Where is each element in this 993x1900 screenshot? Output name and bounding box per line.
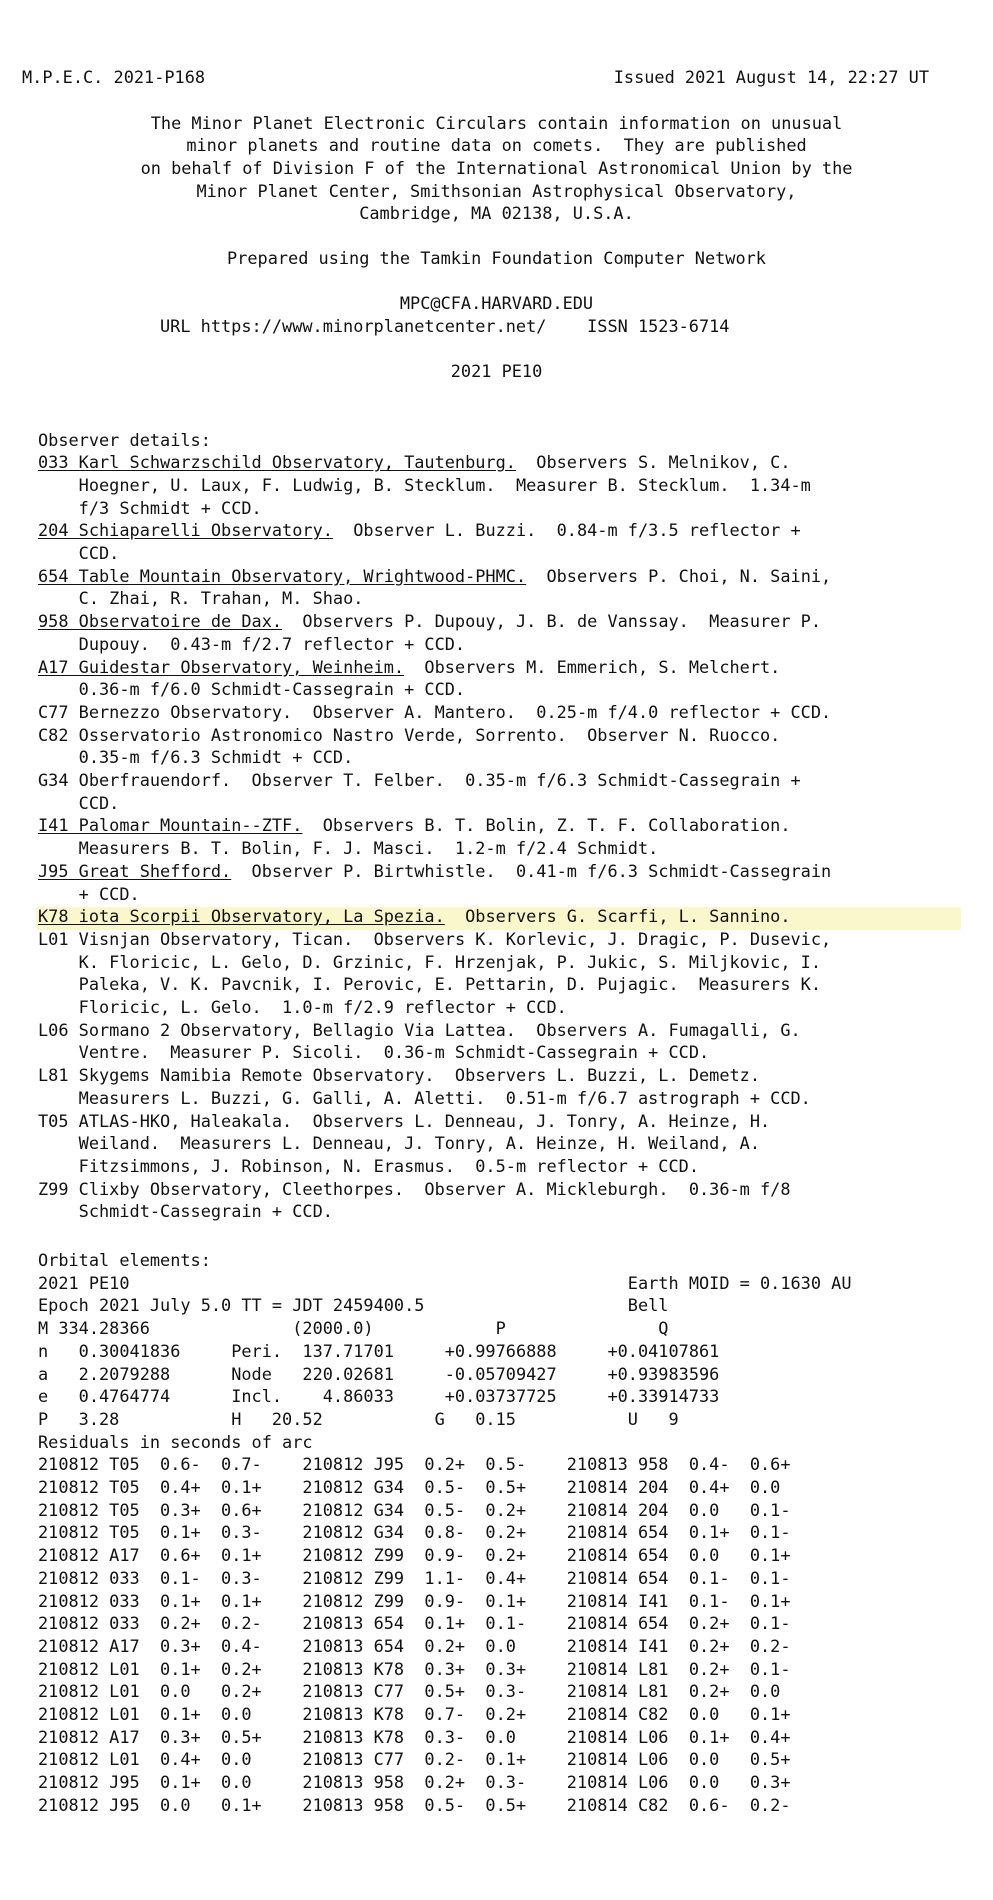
observer-entry [38, 1110, 993, 1133]
observer-entry [38, 1087, 993, 1110]
contact-email: MPC@CFA.HARVARD.EDU [399, 293, 594, 313]
observer-info: CCD. [38, 792, 120, 813]
orbital-line: n 0.30041836 Peri. 137.71701 +0.99766888 +0.04107861 [38, 1340, 720, 1361]
observer-info: CCD. [38, 543, 120, 563]
orbital-elements-line [38, 1363, 993, 1386]
observatory-link[interactable]: K78 iota Scorpii Observatory, La Spezia. [38, 906, 445, 927]
observer-info: Schmidt-Cassegrain + CCD. [38, 1201, 333, 1222]
prepared-by: Prepared using the Tamkin Foundation Computer Network [227, 248, 766, 268]
intro-line [0, 112, 993, 135]
circular-id: M.P.E.C. 2021-P168 [22, 67, 206, 87]
issue-date-line [614, 66, 929, 89]
intro-line [0, 180, 993, 203]
observer-info: Measurers L. Buzzi, G. Galli, A. Aletti. 0.51-m f/6.7 astrograph + CCD. [38, 1087, 811, 1108]
residual-row: 210812 L01 0.0 0.2+ 210813 C77 0.5+ 0.3- 210814 L81 0.2+ 0.0 [38, 1681, 781, 1702]
orbital-elements-line [38, 1408, 993, 1431]
contact-email-line [0, 292, 993, 315]
observer-info: Observers G. Scarfi, L. Sannino. [444, 906, 791, 927]
observer-entry [38, 610, 993, 633]
residual-row: 210812 T05 0.1+ 0.3- 210812 G34 0.8- 0.2+ 210814 654 0.1+ 0.1- [38, 1522, 791, 1543]
object-designation: 2021 PE10 [450, 361, 543, 381]
observer-entry [38, 928, 993, 951]
observatory-link: L81 Skygems Namibia Remote Observatory. [38, 1065, 435, 1086]
intro-line [0, 202, 993, 225]
residuals-row [38, 1544, 993, 1567]
observer-entry [38, 1178, 993, 1201]
intro-line: minor planets and routine data on comets. They are published [186, 135, 807, 156]
observer-entry [38, 837, 993, 860]
observer-entry [38, 633, 993, 656]
residuals-row [38, 1453, 993, 1476]
residual-row: 210812 A17 0.3+ 0.5+ 210813 K78 0.3- 0.0 210814 L06 0.1+ 0.4+ [38, 1726, 791, 1747]
observer-info: 0.36-m f/6.0 Schmidt-Cassegrain + CCD. [38, 679, 466, 700]
observer-entry [38, 814, 993, 837]
observer-entry [38, 678, 993, 701]
residuals-row [38, 1771, 993, 1794]
orbital-line: e 0.4764774 Incl. 4.86033 +0.03737725 +0.33914733 [38, 1386, 720, 1407]
observatory-link[interactable]: 958 Observatoire de Dax. [38, 611, 283, 632]
observer-entry [38, 1155, 993, 1178]
residual-row: 210812 A17 0.3+ 0.4- 210813 654 0.2+ 0.0 210814 I41 0.2+ 0.2- [38, 1635, 791, 1656]
observatory-link[interactable]: 204 Schiaparelli Observatory. [38, 520, 333, 541]
observer-info: Observer P. Birtwhistle. 0.41-m f/6.3 Schmidt-Cassegrain [231, 860, 832, 881]
observer-info: Dupouy. 0.43-m f/2.7 reflector + CCD. [38, 633, 466, 654]
observer-info: Observers P. Choi, N. Saini, [526, 565, 832, 586]
observer-entry [38, 1200, 993, 1223]
residual-row: 210812 J95 0.0 0.1+ 210813 958 0.5- 0.5+ 210814 C82 0.6- 0.2- [38, 1794, 791, 1815]
residuals-row [38, 1612, 993, 1635]
issn: ISSN 1523-6714 [546, 316, 730, 336]
observer-info: Paleka, V. K. Pavcnik, I. Perovic, E. Pettarin, D. Pujagic. Measurers K. [38, 974, 822, 995]
observer-entry [38, 474, 993, 497]
residuals-row [38, 1658, 993, 1681]
observer-entry [38, 1132, 993, 1155]
orbital-line: M 334.28366 (2000.0) P Q [38, 1318, 669, 1339]
object-designation-line [0, 360, 993, 383]
observer-info: Observer A. Mantero. 0.25-m f/4.0 reflector + CCD. [292, 701, 832, 722]
observer-info: Observers A. Fumagalli, G. [515, 1019, 801, 1040]
residual-row: 210812 T05 0.6- 0.7- 210812 J95 0.2+ 0.5- 210813 958 0.4- 0.6+ [38, 1454, 791, 1475]
observatory-link[interactable]: 654 Table Mountain Observatory, Wrightwood-PHMC. [38, 565, 527, 586]
observer-entry [38, 701, 993, 724]
url-line [160, 315, 993, 338]
observer-info: Observers K. Korlevic, J. Dragic, P. Dusevic, [353, 928, 832, 949]
observer-info: Observer T. Felber. 0.35-m f/6.3 Schmidt-Cassegrain + [231, 770, 801, 790]
observer-info: 0.35-m f/6.3 Schmidt + CCD. [38, 747, 354, 768]
observer-entry [38, 497, 993, 520]
intro-line: Minor Planet Center, Smithsonian Astrophysical Observatory, [196, 180, 797, 201]
observer-info: + CCD. [38, 883, 140, 904]
observatory-link: C77 Bernezzo Observatory. [38, 701, 293, 722]
orbital-line: a 2.2079288 Node 220.02681 -0.05709427 +0.93983596 [38, 1363, 720, 1384]
orbital-line: Epoch 2021 July 5.0 TT = JDT 2459400.5 Bell [38, 1295, 669, 1316]
observer-info: Observer A. Mickleburgh. 0.36-m f/8 [404, 1178, 791, 1199]
residuals-row [38, 1748, 993, 1771]
observatory-link[interactable]: J95 Great Shefford. [38, 860, 232, 881]
intro-line: Cambridge, MA 02138, U.S.A. [359, 203, 634, 224]
observatory-link: Z99 Clixby Observatory, Cleethorpes. [38, 1178, 405, 1199]
mpc-url: URL https://www.minorplanetcenter.net/ [160, 316, 547, 336]
residual-row: 210812 A17 0.6+ 0.1+ 210812 Z99 0.9- 0.2+ 210814 654 0.0 0.1+ [38, 1545, 791, 1566]
observer-info: Hoegner, U. Laux, F. Ludwig, B. Stecklum. Measurer B. Stecklum. 1.34-m [38, 474, 811, 495]
observatory-link: C82 Osservatorio Astronomico Nastro Verde, Sorrento. [38, 724, 567, 745]
residuals-row [38, 1726, 993, 1749]
residual-row: 210812 L01 0.1+ 0.2+ 210813 K78 0.3+ 0.3+ 210814 L81 0.2+ 0.1- [38, 1658, 791, 1679]
residual-row: 210812 L01 0.1+ 0.0 210813 K78 0.7- 0.2+ 210814 C82 0.0 0.1+ [38, 1704, 791, 1724]
observer-info: Observer N. Ruocco. [566, 724, 781, 745]
observer-entry [38, 587, 993, 610]
intro-line: on behalf of Division F of the International Astronomical Union by the [140, 157, 853, 178]
orbital-elements-line [38, 1385, 993, 1408]
observer-entry [38, 724, 993, 747]
observer-entry [38, 1041, 993, 1064]
observer-info: Floricic, L. Gelo. 1.0-m f/2.9 reflector + CCD. [38, 997, 567, 1017]
residual-row: 210812 J95 0.1+ 0.0 210813 958 0.2+ 0.3- 210814 L06 0.0 0.3+ [38, 1772, 791, 1793]
observer-entry [38, 519, 993, 542]
observer-entry [38, 951, 993, 974]
residuals-heading: Residuals in seconds of arc [38, 1431, 313, 1452]
observer-entry [38, 792, 993, 815]
residual-row: 210812 033 0.1+ 0.1+ 210812 Z99 0.9- 0.1+ 210814 I41 0.1- 0.1+ [38, 1590, 791, 1611]
orbital-elements-line [38, 1272, 993, 1295]
residuals-row [38, 1590, 993, 1613]
observer-info: Observers P. Dupouy, J. B. de Vanssay. Measurer P. [282, 611, 822, 632]
residual-row: 210812 T05 0.4+ 0.1+ 210812 G34 0.5- 0.5+ 210814 204 0.4+ 0.0 [38, 1477, 781, 1497]
residuals-row [38, 1680, 993, 1703]
intro-line [0, 157, 993, 180]
observatory-link[interactable]: 033 Karl Schwarzschild Observatory, Tautenburg. [38, 452, 516, 473]
orbital-elements-line [38, 1294, 993, 1317]
observer-entry [38, 996, 993, 1019]
residuals-row [38, 1476, 993, 1499]
observer-entry [38, 883, 993, 906]
residuals-row [38, 1635, 993, 1658]
observer-entry [38, 973, 993, 996]
intro-line [0, 134, 993, 157]
observer-entry [38, 1064, 993, 1087]
observatory-link[interactable]: A17 Guidestar Observatory, Weinheim. [38, 656, 405, 677]
observer-heading-line [38, 429, 993, 452]
observer-entry [38, 1019, 993, 1042]
observer-info: K. Floricic, L. Gelo, D. Grzinic, F. Hrzenjak, P. Jukic, S. Miljkovic, I. [38, 951, 822, 972]
observatory-link[interactable]: I41 Palomar Mountain--ZTF. [38, 815, 303, 836]
observatory-link: L01 Visnjan Observatory, Tican. [38, 928, 354, 949]
orbital-elements-line [38, 1249, 993, 1272]
orbital-elements-line [38, 1340, 993, 1363]
prepared-by-line [0, 247, 993, 270]
residual-row: 210812 033 0.2+ 0.2- 210813 654 0.1+ 0.1- 210814 654 0.2+ 0.1- [38, 1613, 791, 1634]
orbital-line: P 3.28 H 20.52 G 0.15 U 9 [38, 1408, 679, 1429]
observer-info: Measurers B. T. Bolin, F. J. Masci. 1.2-m f/2.4 Schmidt. [38, 838, 659, 859]
observer-entry [38, 656, 993, 679]
observer-info: Observer L. Buzzi. 0.84-m f/3.5 reflector + [332, 520, 801, 541]
intro-line: The Minor Planet Electronic Circulars contain information on unusual [150, 112, 843, 133]
observer-entry [38, 565, 993, 588]
residuals-row [38, 1521, 993, 1544]
residuals-row [38, 1499, 993, 1522]
residuals-row [38, 1567, 993, 1590]
observer-info: Observers L. Buzzi, L. Demetz. [434, 1065, 761, 1086]
observer-heading: Observer details: [38, 429, 211, 450]
residual-row: 210812 T05 0.3+ 0.6+ 210812 G34 0.5- 0.2+ 210814 204 0.0 0.1- [38, 1499, 791, 1520]
observer-info: Weiland. Measurers L. Denneau, J. Tonry, A. Heinze, H. Weiland, A. [38, 1133, 761, 1154]
observer-entry [38, 905, 993, 928]
residuals-row [38, 1794, 993, 1817]
observatory-link: L06 Sormano 2 Observatory, Bellagio Via Lattea. [38, 1019, 516, 1040]
residual-row: 210812 033 0.1- 0.3- 210812 Z99 1.1- 0.4+ 210814 654 0.1- 0.1- [38, 1567, 791, 1588]
observer-info: C. Zhai, R. Trahan, M. Shao. [38, 588, 364, 609]
residual-row: 210812 L01 0.4+ 0.0 210813 C77 0.2- 0.1+ 210814 L06 0.0 0.5+ [38, 1749, 791, 1770]
observer-entry [38, 451, 993, 474]
residuals-row [38, 1703, 993, 1726]
issue-date: Issued 2021 August 14, 22:27 UT [613, 67, 929, 87]
observer-info: f/3 Schmidt + CCD. [38, 497, 262, 518]
observer-info: Observers L. Denneau, J. Tonry, A. Heinze, H. [292, 1110, 771, 1131]
orbital-line: 2021 PE10 Earth MOID = 0.1630 AU [38, 1272, 852, 1293]
orbital-line: Orbital elements: [38, 1250, 211, 1270]
observer-info: Observers B. T. Bolin, Z. T. F. Collaboration. [302, 815, 791, 836]
observer-entry [38, 542, 993, 565]
orbital-elements-line [38, 1317, 993, 1340]
observer-entry [38, 746, 993, 769]
observer-entry [38, 769, 993, 792]
observatory-link: G34 Oberfrauendorf. [38, 770, 232, 790]
observer-info: Ventre. Measurer P. Sicoli. 0.36-m Schmidt-Cassegrain + CCD. [38, 1042, 710, 1063]
observer-entry [38, 860, 993, 883]
observer-info: Observers S. Melnikov, C. [515, 452, 791, 473]
observer-info: Fitzsimmons, J. Robinson, N. Erasmus. 0.5-m reflector + CCD. [38, 1155, 699, 1176]
residuals-heading-line [38, 1431, 993, 1454]
observatory-link: T05 ATLAS-HKO, Haleakala. [38, 1110, 293, 1131]
observer-info: Observers M. Emmerich, S. Melchert. [404, 656, 781, 677]
